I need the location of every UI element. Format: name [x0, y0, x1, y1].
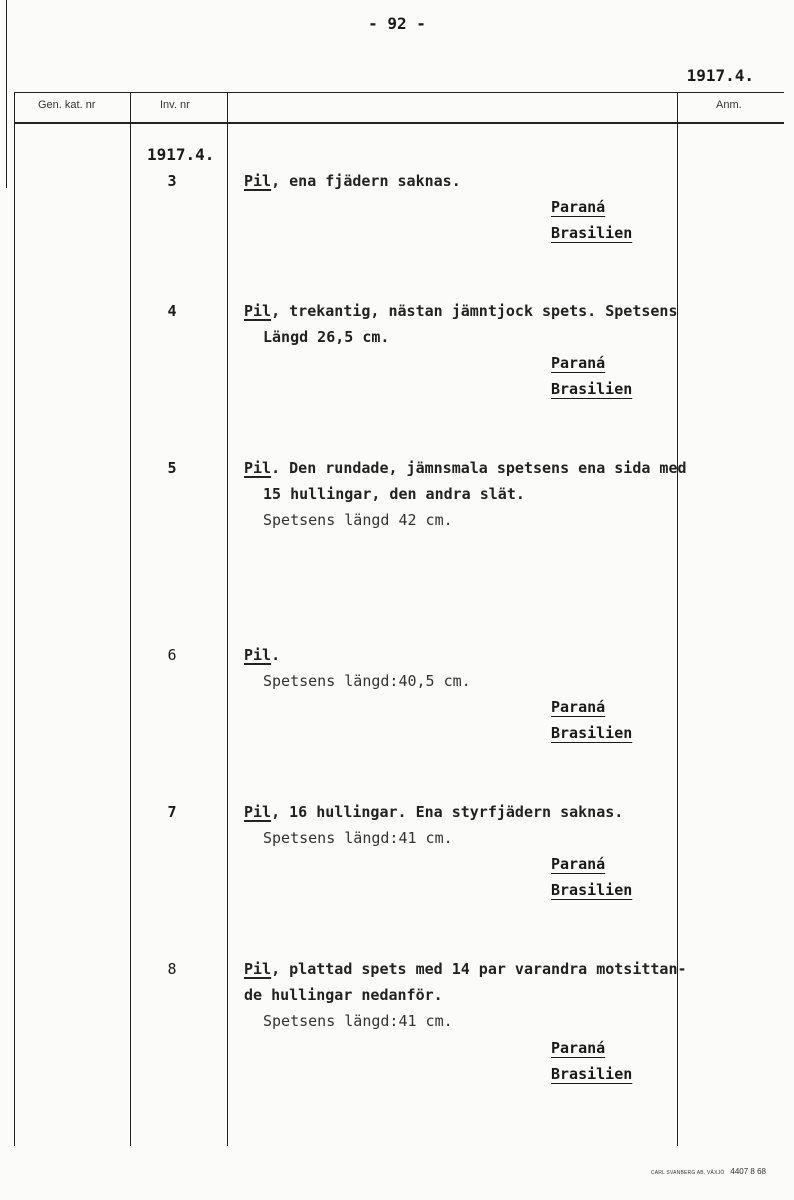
entry-line: Längd 26,5 cm.: [263, 328, 390, 346]
entry-line: Spetsens längd:41 cm.: [263, 829, 453, 847]
col-divider-inv-desc: [130, 92, 131, 1146]
column-header-gen-kat: Gen. kat. nr: [38, 99, 96, 111]
entry-line: Pil.: [244, 646, 281, 664]
entry-line: Pil, ena fjädern saknas.: [244, 172, 461, 190]
inv-year-prefix: 1917.4.: [147, 145, 215, 164]
col-divider-anm: [677, 92, 678, 1146]
place-name: Paraná: [551, 1039, 606, 1057]
entry-line: 15 hullingar, den andra slät.: [263, 485, 525, 503]
left-border: [6, 0, 7, 188]
inv-number: 5: [167, 459, 177, 477]
column-header-inv: Inv. nr: [160, 99, 190, 111]
header-date: 1917.4.: [686, 66, 754, 85]
inv-number: 3: [167, 172, 177, 190]
entry-head-word: Pil: [244, 302, 272, 320]
entry-head-word: Pil: [244, 172, 272, 190]
entry-line: Pil, plattad spets med 14 par varandra motsittan-: [244, 960, 687, 978]
entry-head-word: Pil: [244, 803, 272, 821]
inv-number: 4: [167, 302, 177, 320]
place-name: Paraná: [551, 354, 606, 372]
entry-line: Pil. Den rundade, jämnsmala spetsens ena sida med: [244, 459, 687, 477]
entry-line: de hullingar nedanför.: [244, 986, 443, 1004]
place-name: Paraná: [551, 198, 606, 216]
entry-head-word: Pil: [244, 960, 272, 978]
inv-number: 7: [167, 803, 177, 821]
page-number: - 92 -: [368, 14, 426, 33]
country-name: Brasilien: [551, 224, 633, 242]
entry-head-word: Pil: [244, 459, 272, 477]
entry-head-word: Pil: [244, 646, 272, 664]
column-header-anm: Anm.: [716, 99, 742, 111]
country-name: Brasilien: [551, 1065, 633, 1083]
country-name: Brasilien: [551, 380, 633, 398]
country-name: Brasilien: [551, 724, 633, 742]
inv-number: 6: [167, 646, 177, 664]
form-code: 4407 8 68: [730, 1167, 766, 1176]
printer-name: CARL SVANBERG AB, VÄXJÖ: [650, 1170, 725, 1176]
entry-line: Spetsens längd:41 cm.: [263, 1012, 453, 1030]
col-divider-gen-inv: [14, 92, 15, 1146]
col-divider-desc-left: [227, 92, 228, 1146]
inv-number: 8: [167, 960, 177, 978]
entry-line: Pil, 16 hullingar. Ena styrfjädern saknas.: [244, 803, 624, 821]
entry-line: Spetsens längd 42 cm.: [263, 511, 453, 529]
printer-imprint: [651, 1167, 766, 1176]
place-name: Paraná: [551, 698, 606, 716]
place-name: Paraná: [551, 855, 606, 873]
entry-line: Pil, trekantig, nästan jämntjock spets. Spetsens: [244, 302, 678, 320]
country-name: Brasilien: [551, 881, 633, 899]
entry-line: Spetsens längd:40,5 cm.: [263, 672, 471, 690]
